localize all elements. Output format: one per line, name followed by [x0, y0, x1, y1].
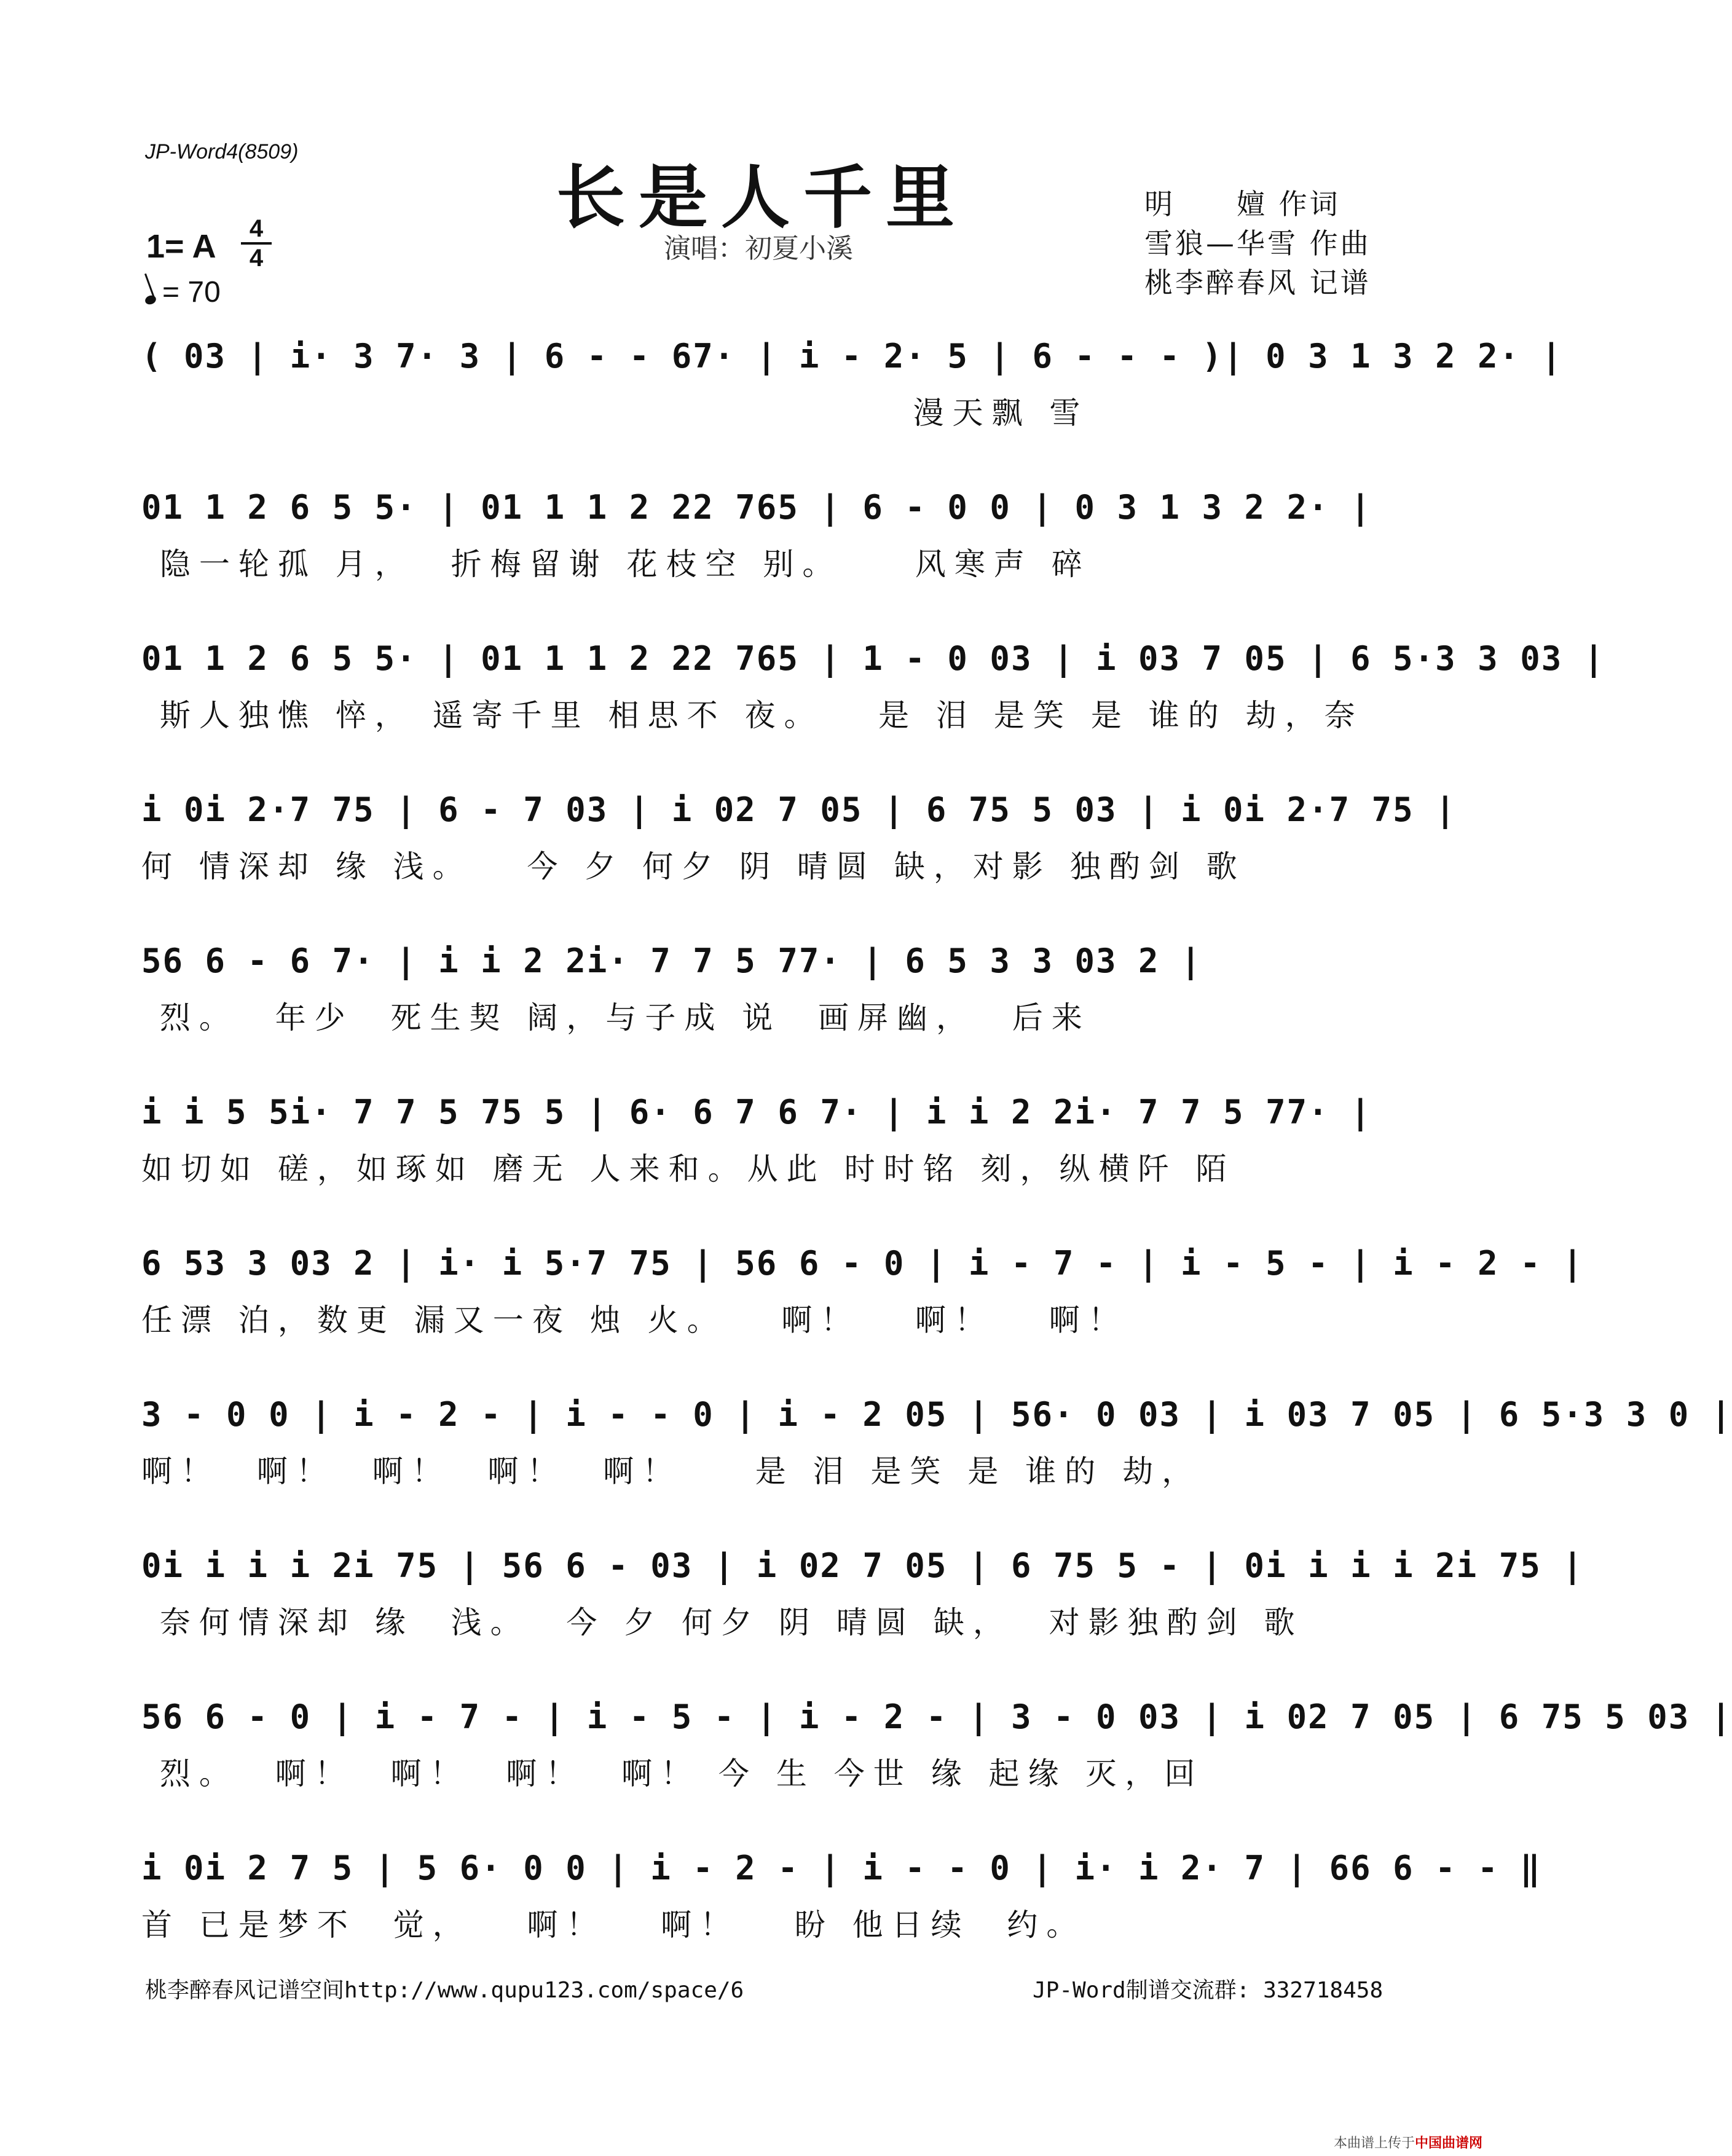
time-signature-bottom: 4 — [249, 245, 264, 272]
notation-line: 3 - 0 0 | i - 2 - | i - - 0 | i - 2 05 | 56· 0 03 | i 03 7 05 | 6 5·3 3 0 | — [141, 1395, 1732, 1434]
notation-line: 56 6 - 6 7· | i i 2 2i· 7 7 5 77· | 6 5 3 3 03 2 | — [141, 942, 1202, 980]
quarter-note-icon — [144, 294, 157, 305]
notation-line: i 0i 2·7 75 | 6 - 7 03 | i 02 7 05 | 6 75 5 03 | i 0i 2·7 75 | — [141, 790, 1457, 829]
transcriber-credit: 桃李醉春风 记谱 — [1144, 266, 1371, 299]
singer-credit: 演唱：初夏小溪 — [664, 233, 853, 264]
time-signature — [241, 216, 272, 270]
notation-line: i i 5 5i· 7 7 5 75 5 | 6· 6 7 6 7· | i i 2 2i· 7 7 5 77· | — [141, 1093, 1372, 1131]
lyricist-credit: 明 嬗 作词 — [1144, 187, 1340, 221]
song-title: 长是人千里 — [556, 157, 968, 238]
notation-line: ( 03 | i· 3 7· 3 | 6 - - 67· | i - 2· 5 | 6 - - - )| 0 3 1 3 2 2· | — [141, 337, 1563, 376]
lyric-line: 烈。 年少 死生契 阔，与子成 说 画屏幽， 后来 — [141, 1000, 1091, 1036]
lyric-line: 首 已是梦不 觉， 啊！ 啊！ 盼 他日续 约。 — [141, 1907, 1086, 1943]
lyric-line: 隐一轮孤 月， 折梅留谢 花枝空 别。 风寒声 碎 — [141, 546, 1091, 582]
lyric-line: 斯人独憔 悴， 遥寄千里 相思不 夜。 是 泪 是笑 是 谁的 劫，奈 — [141, 698, 1364, 733]
software-label: JP-Word4(8509) — [145, 140, 299, 163]
upload-note — [1334, 2133, 1482, 2152]
tempo-value: = 70 — [162, 276, 221, 309]
lyric-line: 漫天飘 雪 — [141, 395, 1089, 431]
notation-line: 0i i i i 2i 75 | 56 6 - 03 | i 02 7 05 | 6 75 5 - | 0i i i i 2i 75 | — [141, 1546, 1584, 1585]
lyric-line: 如切如 磋，如琢如 磨无 人来和。从此 时时铭 刻，纵横阡 陌 — [141, 1151, 1235, 1187]
notation-line: 56 6 - 0 | i - 7 - | i - 5 - | i - 2 - | 3 - 0 03 | i 02 7 05 | 6 75 5 03 | — [141, 1698, 1732, 1736]
lyric-line: 何 情深却 缘 浅。 今 夕 何夕 阴 晴圆 缺，对影 独酌剑 歌 — [141, 849, 1246, 884]
lyric-line: 奈何情深却 缘 浅。 今 夕 何夕 阴 晴圆 缺， 对影独酌剑 歌 — [141, 1605, 1304, 1640]
lyric-line: 烈。 啊！ 啊！ 啊！ 啊！ 今 生 今世 缘 起缘 灭，回 — [141, 1756, 1204, 1792]
notation-line: 01 1 2 6 5 5· | 01 1 1 2 22 765 | 6 - 0 0 | 0 3 1 3 2 2· | — [141, 488, 1372, 527]
lyric-line: 任漂 泊，数更 漏又一夜 烛 火。 啊！ 啊！ 啊！ — [141, 1302, 1128, 1338]
notation-line: 6 53 3 03 2 | i· i 5·7 75 | 56 6 - 0 | i - 7 - | i - 5 - | i - 2 - | — [141, 1244, 1584, 1283]
notation-line: 01 1 2 6 5 5· | 01 1 1 2 22 765 | 1 - 0 03 | i 03 7 05 | 6 5·3 3 03 | — [141, 639, 1605, 678]
footer-right: JP-Word制谱交流群: 332718458 — [1033, 1978, 1384, 2003]
key-signature: 1= A — [146, 228, 216, 265]
upload-prefix: 本曲谱上传于 — [1334, 2136, 1415, 2151]
composer-credit: 雪狼—华雪 作曲 — [1144, 227, 1371, 260]
upload-site: 中国曲谱网 — [1415, 2136, 1483, 2151]
time-signature-top: 4 — [249, 215, 264, 242]
footer-left: 桃李醉春风记谱空间http://www.qupu123.com/space/6 — [145, 1978, 744, 2003]
lyric-line: 啊！ 啊！ 啊！ 啊！ 啊！ 是 泪 是笑 是 谁的 劫， — [141, 1454, 1202, 1489]
tempo-mark — [145, 275, 221, 309]
notation-line: i 0i 2 7 5 | 5 6· 0 0 | i - 2 - | i - - 0 | i· i 2· 7 | 66 6 - - ‖ — [141, 1849, 1541, 1887]
